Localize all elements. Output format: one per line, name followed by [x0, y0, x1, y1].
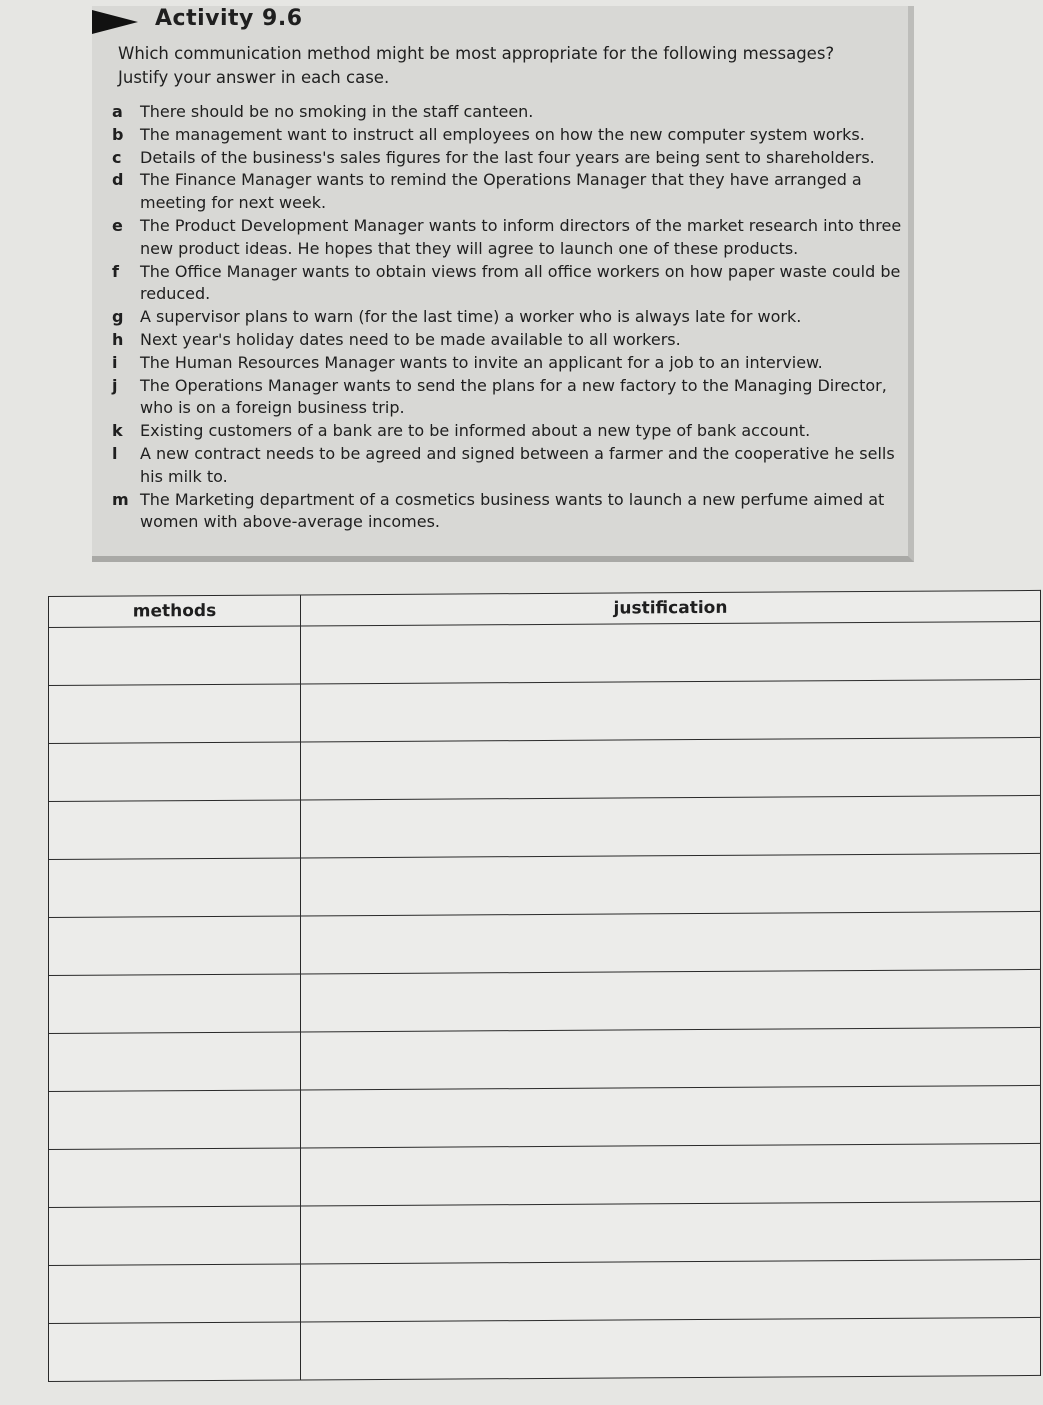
question-letter: j — [112, 375, 118, 395]
activity-title: Activity 9.6 — [155, 6, 303, 31]
question-item — [112, 489, 912, 535]
question-text: The Finance Manager wants to remind the Operations Manager that they have arranged a meeting for next week. — [140, 170, 862, 213]
methods-answer-cell[interactable] — [49, 626, 301, 686]
question-text: The Office Manager wants to obtain views from all office workers on how paper waste could be reduced. — [140, 261, 901, 304]
question-text: The Marketing department of a cosmetics business wants to launch a new perfume aimed at women with above-average incomes. — [140, 489, 885, 532]
justification-column-header: justification — [301, 590, 1041, 626]
question-letter: g — [112, 307, 124, 327]
answer-table-row — [49, 1027, 1041, 1091]
question-letter: k — [112, 421, 123, 441]
question-text: A new contract needs to be agreed and signed between a farmer and the cooperative he sells his milk to. — [140, 443, 895, 486]
question-item — [112, 147, 912, 170]
activity-intro — [118, 42, 908, 90]
answer-table-row — [49, 969, 1041, 1033]
question-letter: f — [112, 261, 119, 281]
question-text: The Human Resources Manager wants to invite an applicant for a job to an interview. — [140, 352, 823, 372]
question-item — [112, 169, 912, 215]
methods-answer-cell[interactable] — [49, 1322, 301, 1382]
intro-line-1: Which communication method might be most appropriate for the following messages? — [118, 44, 835, 63]
intro-line-2: Justify your answer in each case. — [118, 68, 390, 87]
question-letter: a — [112, 102, 123, 121]
justification-answer-cell[interactable] — [301, 737, 1041, 800]
methods-answer-cell[interactable] — [49, 1264, 301, 1324]
question-item — [112, 329, 912, 352]
methods-answer-cell[interactable] — [49, 858, 301, 918]
answer-table — [48, 590, 1041, 1382]
question-text: The Product Development Manager wants to inform directors of the market research into three new product ideas. He hopes that they will agree to launch one of these products. — [140, 215, 902, 258]
methods-answer-cell[interactable] — [49, 800, 301, 860]
question-letter: e — [112, 215, 123, 235]
question-text: A supervisor plans to warn (for the last time) a worker who is always late for work. — [140, 307, 802, 327]
question-text: Next year's holiday dates need to be made available to all workers. — [140, 329, 681, 349]
methods-answer-cell[interactable] — [49, 974, 301, 1034]
question-text: There should be no smoking in the staff canteen. — [140, 102, 534, 121]
justification-answer-cell[interactable] — [301, 1143, 1041, 1206]
question-item — [112, 352, 912, 375]
question-item — [112, 375, 912, 421]
question-item — [112, 443, 912, 489]
question-letter: i — [112, 352, 118, 372]
justification-answer-cell[interactable] — [301, 795, 1041, 858]
question-item — [112, 124, 912, 147]
answer-table-row — [49, 737, 1041, 801]
methods-answer-cell[interactable] — [49, 1148, 301, 1208]
methods-answer-cell[interactable] — [49, 1206, 301, 1266]
justification-answer-cell[interactable] — [301, 621, 1041, 684]
question-item — [112, 215, 912, 261]
question-item — [112, 306, 912, 329]
answer-table-row — [49, 1143, 1041, 1207]
question-item — [112, 101, 912, 124]
answer-table-row — [49, 1201, 1041, 1265]
question-item — [112, 261, 912, 307]
question-text: Details of the business's sales figures for the last four years are being sent to shareholders. — [140, 147, 875, 167]
answer-table-row — [49, 1259, 1041, 1323]
answer-table-row — [49, 1085, 1041, 1149]
question-letter: b — [112, 124, 124, 144]
question-list — [112, 101, 912, 534]
activity-tab-marker — [92, 10, 138, 34]
question-text: The Operations Manager wants to send the plans for a new factory to the Managing Director, who is on a foreign business trip. — [140, 375, 887, 418]
methods-answer-cell[interactable] — [49, 742, 301, 802]
justification-answer-cell[interactable] — [301, 1259, 1041, 1322]
justification-answer-cell[interactable] — [301, 679, 1041, 742]
justification-answer-cell[interactable] — [301, 1027, 1041, 1090]
answer-table-row — [49, 1317, 1041, 1381]
methods-answer-cell[interactable] — [49, 1032, 301, 1092]
justification-answer-cell[interactable] — [301, 1085, 1041, 1148]
question-text: The management want to instruct all employees on how the new computer system works. — [140, 124, 865, 144]
answer-table-row — [49, 853, 1041, 917]
question-letter: m — [112, 489, 129, 509]
justification-answer-cell[interactable] — [301, 911, 1041, 974]
question-item — [112, 420, 912, 443]
justification-answer-cell[interactable] — [301, 1201, 1041, 1264]
question-letter: h — [112, 329, 124, 349]
question-letter: l — [112, 443, 118, 463]
question-letter: c — [112, 147, 122, 167]
question-text: Existing customers of a bank are to be informed about a new type of bank account. — [140, 421, 811, 441]
methods-column-header: methods — [49, 595, 301, 628]
answer-table-row — [49, 679, 1041, 743]
justification-answer-cell[interactable] — [301, 853, 1041, 916]
answer-table-row — [49, 795, 1041, 859]
methods-answer-cell[interactable] — [49, 1090, 301, 1150]
answer-table-body — [49, 621, 1041, 1381]
justification-answer-cell[interactable] — [301, 969, 1041, 1032]
justification-answer-cell[interactable] — [301, 1317, 1041, 1380]
answer-table-row — [49, 911, 1041, 975]
question-letter: d — [112, 170, 124, 190]
methods-answer-cell[interactable] — [49, 684, 301, 744]
methods-answer-cell[interactable] — [49, 916, 301, 976]
answer-table-row — [49, 621, 1041, 685]
